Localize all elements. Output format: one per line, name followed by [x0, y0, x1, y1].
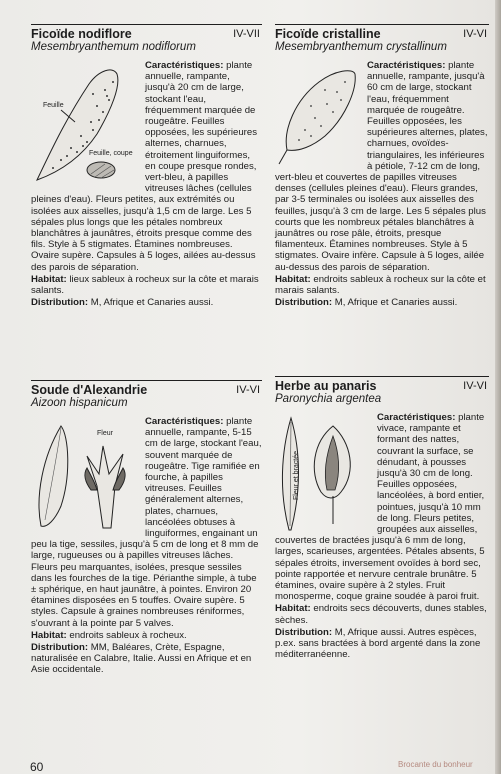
plant-illustration: [275, 412, 371, 532]
figure-label-leaf-section: Feuille, coupe: [89, 150, 133, 157]
distribution-text: Distribution: M, Afrique aussi. Autres espèces, p.ex. sans bractées à bord argenté dans la zone méditerranéenne.: [275, 626, 481, 661]
header-rule: [31, 380, 262, 381]
page-number: 60: [30, 760, 44, 774]
characteristics-text: Caractéristiques: plante annuelle, rampante, jusqu'à 20 cm de large, stockant l'eau, fréquemment marquée de rougeâtre. Feuilles opposées, les supérieures alternes, charnues, étroitement linguiformes, en coupe presque rondes, vert-bleu, à papilles vitreuses lâches (cellules pleines d'eau). Fleurs petites, aux extrémités ou isolées aux aisselles, jusqu'à 1,5 cm de large. Les 5 sépales plus longs que les pétales nombreux blanchâtres à jaunâtres, étroits presque comme des fils. Style à 5 stigmates. Étamines nombreuses. Ovaire supère. Capsules à 5 loges, ailées au-dessus des parois de séparation.: [31, 60, 257, 273]
flowering-months: IV-VII: [233, 28, 260, 40]
habitat-label: Habitat: [31, 273, 64, 285]
habitat-label: Habitat: [31, 629, 64, 641]
species-entry-2: [275, 24, 489, 308]
species-entry-1: [31, 24, 262, 308]
entry-header: [31, 27, 262, 41]
page-edge-shadow: [495, 0, 501, 774]
figure-label-leaf: Feuille: [43, 102, 64, 109]
habitat-label: Habitat: [275, 603, 308, 615]
watermark: Brocante du bonheur: [398, 760, 473, 769]
header-rule: [31, 24, 262, 25]
habitat-text: Habitat: endroits secs découverts, dunes stables, sèches.: [275, 603, 487, 626]
habitat-text: Habitat: lieux sableux à rocheux sur la côte et marais salants.: [31, 273, 259, 297]
leaf-drawing: [31, 60, 139, 188]
plant-illustration: [31, 416, 139, 534]
latin-name: Paronychia argentea: [275, 393, 382, 405]
characteristics-label: Caractéristiques: [145, 60, 221, 71]
entry-header: [275, 379, 489, 393]
leaf-illustration: [31, 60, 139, 188]
figure-label-flower: Fleur: [97, 430, 113, 437]
common-name: Soude d'Alexandrie: [31, 383, 148, 397]
species-entry-4: [275, 376, 489, 660]
habitat-text: Habitat: endroits sableux à rocheux sur la côte et marais salants.: [275, 273, 486, 297]
leaf-and-bract-drawing: [275, 412, 371, 532]
flowering-months: IV-VI: [463, 380, 487, 392]
header-rule: [275, 376, 489, 377]
flowering-months: IV-VI: [236, 384, 260, 396]
header-rule: [275, 24, 489, 25]
distribution-text: Distribution: M, Afrique et Canaries aussi.: [31, 297, 214, 309]
distribution-text: Distribution: M, Afrique et Canaries aussi.: [275, 297, 458, 309]
common-name: Ficoïde nodiflore: [31, 27, 132, 41]
leaf-and-flower-drawing: [31, 416, 139, 534]
species-entry-3: [31, 380, 262, 676]
common-name: Ficoïde cristalline: [275, 27, 381, 41]
habitat-text: Habitat: endroits sableux à rocheux.: [31, 629, 187, 641]
habitat-label: Habitat: [275, 273, 308, 285]
leaf-illustration: [275, 60, 361, 170]
latin-name: Aizoon hispanicum: [31, 397, 128, 409]
distribution-label: Distribution: [275, 297, 329, 309]
common-name: Herbe au panaris: [275, 379, 377, 393]
characteristics-text: Caractéristiques: plante annuelle, rampante, jusqu'à 60 cm de large, stockant l'eau, fréquemment marquée de rougeâtre. Feuilles opposées, les supérieures alternes, plates, charnues, ovoïdes-triangulaires, les inférieures à pétiole, 7-12 cm de long, vert-bleu et couvertes de papilles vitreuses denses (cellules pleines d'eau). Fleurs grandes, par 3-5 terminales ou isolées aux aisselles des feuilles, jusqu'à 3 cm de large. Les 5 sépales plus courts que les nombreux pétales blanchâtres à jaunâtres ou rose pâle, étroits, presque filamenteux. Étamines nombreuses. Style à 5 stigmates. Ovaire infère. Capsule à 5 loges, ailée au-dessus des parois de séparation.: [275, 60, 488, 273]
distribution-label: Distribution: [31, 642, 85, 654]
flowering-months: IV-VI: [463, 28, 487, 40]
characteristics-text: Caractéristiques: plante annuelle, rampante, 5-15 cm de large, stockant l'eau, souvent marquée de rougeâtre. Tige ramifiée en fourche, à papilles vitreuses. Feuilles généralement alternes, plates, charnues, lancéolées obtuses à linguiformes, engainant un peu la tige, sessiles, jusqu'à 5 cm de long et 8 mm de large, rugueuses ou à papilles vitreuses lâches. Fleurs peu marquantes, isolées, presque sessiles dans les fourches de la tige. Périanthe simple, à tube ± sphérique, en haut jaunâtre, à pointes. Environ 20 étamines disposées en 5 touffes. Ovaire supère. 5 styles. Capsule à graines nombreuses réniformes, s'ouvrant à la pointe par 5 valves.: [31, 416, 262, 629]
characteristics-text: Caractéristiques: plante vivace, rampante et formant des nattes, couvrant la surface, se dénudant, à pousses jusqu'à 30 cm de long. Feuilles opposées, lancéolées, à bord entier, pointues, jusqu'à 10 mm de long. Fleurs petites, groupées aux aisselles, couvertes de bractées jusqu'à 6 mm de long, larges, scarieuses, argentées. Pétales absents, 5 sépales étroits, inversement ovoïdes à bord sec, pointe rapportée et nervure centrale brunâtre. 5 étamines, ovaire supère à 2 styles. Fruit monosperme, coque graine soudée à paroi fruit.: [275, 412, 485, 603]
entry-header: [31, 383, 262, 397]
latin-name: Mesembryanthemum crystallinum: [275, 41, 447, 53]
leaf-drawing: [275, 60, 361, 170]
entry-header: [275, 27, 489, 41]
characteristics-label: Caractéristiques: [367, 60, 443, 71]
distribution-label: Distribution: [275, 626, 329, 638]
characteristics-label: Caractéristiques: [377, 412, 453, 423]
distribution-label: Distribution: [31, 297, 85, 309]
figure-label-flower-bract: Fleur et bractée: [293, 450, 300, 500]
distribution-text: Distribution: MM, Baléares, Crète, Espagne, naturalisée en Calabre, Italie. Aussi en Afrique et en Asie occidentale.: [31, 642, 252, 676]
latin-name: Mesembryanthemum nodiflorum: [31, 41, 196, 53]
characteristics-label: Caractéristiques: [145, 416, 221, 427]
